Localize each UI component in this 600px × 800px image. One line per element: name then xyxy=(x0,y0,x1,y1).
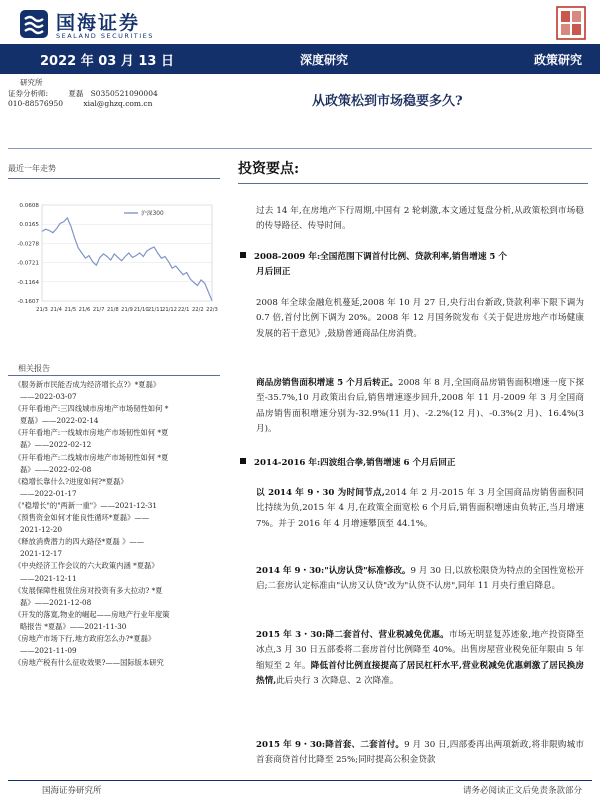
analyst-phone: 010-88576950 xyxy=(8,99,64,108)
logo-chinese: 国海证券 xyxy=(56,12,141,34)
analyst-email[interactable]: xial@ghzq.com.cn xyxy=(83,99,153,108)
section-2-paragraph-1 xyxy=(256,486,584,532)
y-tick-label: -0.0721 xyxy=(17,260,39,267)
sealand-logo-icon xyxy=(18,8,50,40)
divider xyxy=(8,148,592,149)
x-tick-label: 21/9 xyxy=(121,307,133,313)
related-report-title[interactable]: 《释放消费潜力的四大路径*夏磊 》—— xyxy=(14,537,145,547)
x-tick-label: 21/4 xyxy=(50,307,62,313)
section-2-heading xyxy=(240,456,584,471)
analyst-info xyxy=(8,78,158,110)
related-report-date: ——2021-12-11 xyxy=(20,573,77,583)
related-report-date: 2021-12-17 xyxy=(20,549,63,559)
analyst-name: 夏磊 xyxy=(68,88,84,98)
section-2-p3-lead: 2015 年 3・30:降二套首付、营业税减免优惠。 xyxy=(256,630,449,640)
related-report-title[interactable]: 《房地产税有什么征收效果?——国际版本研究 xyxy=(14,658,164,668)
y-tick-label: -0.0278 xyxy=(17,241,39,248)
x-tick-label: 21/5 xyxy=(64,307,77,313)
trend-label: 最近一年走势 xyxy=(8,164,56,173)
company-logo xyxy=(18,6,178,46)
intro-paragraph: 过去 14 年,在房地产下行周期,中国有 2 轮刺激,本文通过复盘分析,从政策松到市场稳的传导路径、传导时间。 xyxy=(256,206,584,232)
footer-disclaimer: 请务必阅读正文后免责条款部分 xyxy=(462,786,582,796)
x-tick-label: 22/1 xyxy=(177,307,190,313)
bullet-square-icon xyxy=(240,458,246,464)
trend-chart xyxy=(8,183,220,323)
section-2-paragraph-3 xyxy=(256,628,584,690)
x-tick-label: 21/8 xyxy=(107,307,119,313)
section-2-p1-body: 2014 年 2 月-2015 年 3 月全国商品房销售面积同比持续为负,2015 年 4 月,在政策全面宽松 6 个月后,销售面积增速由负转正,当月增速 7%。并于 2016 年 4 月增速攀顶至 44.1%。 xyxy=(256,488,584,529)
report-category: 政策研究 xyxy=(533,53,582,67)
section-2-paragraph-4 xyxy=(256,738,584,769)
related-report-title[interactable]: 《开年看地产:一线城市房地产市场韧性如何 *夏 xyxy=(14,428,169,438)
legend-label: 沪深300 xyxy=(141,211,164,217)
y-tick-label: 0.0165 xyxy=(19,222,39,229)
divider xyxy=(8,375,220,376)
section-1-p2-body: 2008 年 8 月,全国商品房销售面积增速一度下探至-35.7%,10 月政策出台后,销售增速逐步回升,2008 年 11 月-2009 年 3 月全国商品房销售面积增速分别为-32.9%(11 月)、-2.2%(12 月)、-0.3%(2 月)、16.4%(3 月)。 xyxy=(256,378,585,435)
related-report-date: 磊》——2022-02-08 xyxy=(20,464,92,474)
section-1-title-cont: 月后回正 xyxy=(256,267,291,278)
related-reports-list xyxy=(14,379,218,669)
related-report-title[interactable]: 《"稳增长"的"两新一重"》——2021-12-31 xyxy=(14,500,158,510)
section-2-p3-tail: 此后央行 3 次降息、2 次降准。 xyxy=(276,676,399,687)
related-report-title[interactable]: 《开年看地产:三四线城市房地产市场韧性如何 * xyxy=(14,404,169,414)
section-2-paragraph-2 xyxy=(256,564,584,595)
y-tick-label: 0.0608 xyxy=(19,203,39,209)
section-2-p2-lead: 2014 年 9・30:"认房认贷"标准修改。 xyxy=(256,566,411,576)
x-tick-label: 22/2 xyxy=(192,307,204,313)
section-1-heading xyxy=(240,250,584,281)
section-1-paragraph-1: 2008 年全球金融危机蔓延,2008 年 10 月 27 日,央行出台新政,贷款利率下限下调为 0.7 倍,首付比例下调为 20%。2008 年 12 月国务院发布《关于促进房地产市场健康发展的若干意见》,鼓励普通商品住房消费。 xyxy=(256,298,584,339)
related-report-title[interactable]: 《发展保障性租赁住房对投资有多大拉动? *夏 xyxy=(14,585,163,595)
x-tick-label: 22/3 xyxy=(206,307,218,313)
related-report-title[interactable]: 《预售资金如何才能良性循环*夏磊》—— xyxy=(14,513,149,523)
x-tick-label: 21/7 xyxy=(92,307,105,313)
related-report-date: 磊》——2022-02-12 xyxy=(20,440,92,450)
related-report-date: ——2022-03-07 xyxy=(20,392,77,402)
main-heading: 投资要点: xyxy=(238,161,300,177)
section-2-p4-lead: 2015 年 9・30:降首套、二套首付。 xyxy=(256,740,405,750)
related-label: 相关报告 xyxy=(18,364,50,373)
report-date: 2022 年 03 月 13 日 xyxy=(40,54,174,69)
related-report-title[interactable]: 《房地产市场下行,地方政府怎么办?*夏磊》 xyxy=(14,633,156,643)
divider xyxy=(8,178,220,179)
related-report-title[interactable]: 《中央经济工作会议的六大政策内涵 *夏磊》 xyxy=(14,561,159,571)
report-header-bar xyxy=(0,44,600,74)
seal-stamp-icon xyxy=(556,6,586,40)
section-2-p3-body: 市场无明显复苏迹象,地产投资降至冰点,3 月 30 日五部委将二套房首付比例降至 40%。出售房屋营业税免征年限由 5 年缩短至 2 年。 xyxy=(256,630,585,671)
x-tick-label: 21/3 xyxy=(36,307,48,313)
related-report-date: 2021-12-20 xyxy=(20,525,63,535)
document-title: 从政策松到市场稳要多久? xyxy=(312,94,463,109)
report-type: 深度研究 xyxy=(300,53,349,67)
related-report-title[interactable]: 《稳增长靠什么?进度如何?*夏磊》 xyxy=(14,476,128,486)
x-tick-label: 21/6 xyxy=(78,307,91,313)
section-2-p2-body: 9 月 30 日,以放松限贷为特点的全国性宽松开启;二套房认定标准由"认房又认贷"改为"认贷不认房",同年 11 月央行重启降息。 xyxy=(256,566,584,592)
divider xyxy=(238,183,588,184)
x-tick-label: 21/10 xyxy=(133,307,149,313)
analyst-cert: S0350521090004 xyxy=(90,88,158,98)
x-tick-label: 21/12 xyxy=(162,307,177,313)
section-2-p4-body: 9 月 30 日,四部委再出两项新政,将非限购城市首套商贷首付比降至 25%;同时提高公积金贷款 xyxy=(256,740,585,766)
footer-divider xyxy=(8,780,592,781)
related-report-date: 略报告 *夏磊》——2021-11-30 xyxy=(20,621,127,631)
section-1-paragraph-2 xyxy=(256,376,584,438)
section-2-title: 2014-2016 年:四波组合拳,销售增速 6 个月后回正 xyxy=(254,458,456,468)
y-tick-label: -0.1607 xyxy=(17,299,39,305)
y-tick-label: -0.1164 xyxy=(17,279,39,286)
related-report-date: ——2021-11-09 xyxy=(20,646,77,656)
related-report-date: 夏磊》——2022-02-14 xyxy=(20,416,99,426)
footer-company: 国海证券研究所 xyxy=(42,786,102,796)
section-2-p3-emphasis: 降低首付比例直接提高了居民杠杆水平,营业税减免优惠刺激了居民换房热情, xyxy=(256,660,584,687)
bullet-square-icon xyxy=(240,252,246,258)
related-report-title[interactable]: 《开发的落寞,物业的崛起——房地产行业年度策 xyxy=(14,609,170,619)
analyst-role: 证券分析师: xyxy=(8,88,49,98)
section-1-title: 2008-2009 年:全国范围下调首付比例、贷款利率,销售增速 5 个 xyxy=(254,252,507,262)
related-report-title[interactable]: 《开年看地产:二线城市房地产市场韧性如何 *夏 xyxy=(14,452,169,462)
main-content xyxy=(238,158,588,184)
section-1-p2-lead: 商品房销售面积增速 5 个月后转正。 xyxy=(256,378,399,388)
section-2-p1-lead: 以 2014 年 9・30 为时间节点, xyxy=(256,488,385,498)
analyst-dept: 研究所 xyxy=(20,78,43,87)
related-report-date: 磊》——2021-12-08 xyxy=(20,597,92,607)
related-report-date: ——2022-01-17 xyxy=(20,488,77,498)
x-tick-label: 21/11 xyxy=(147,307,163,313)
related-report-title[interactable]: 《服务新市民能否成为经济增长点?》*夏磊》 xyxy=(14,380,161,389)
trend-chart-svg xyxy=(8,183,220,323)
series-line-hs300 xyxy=(42,218,212,301)
left-sidebar xyxy=(8,150,220,323)
logo-english: SEALAND SECURITIES xyxy=(56,32,154,40)
